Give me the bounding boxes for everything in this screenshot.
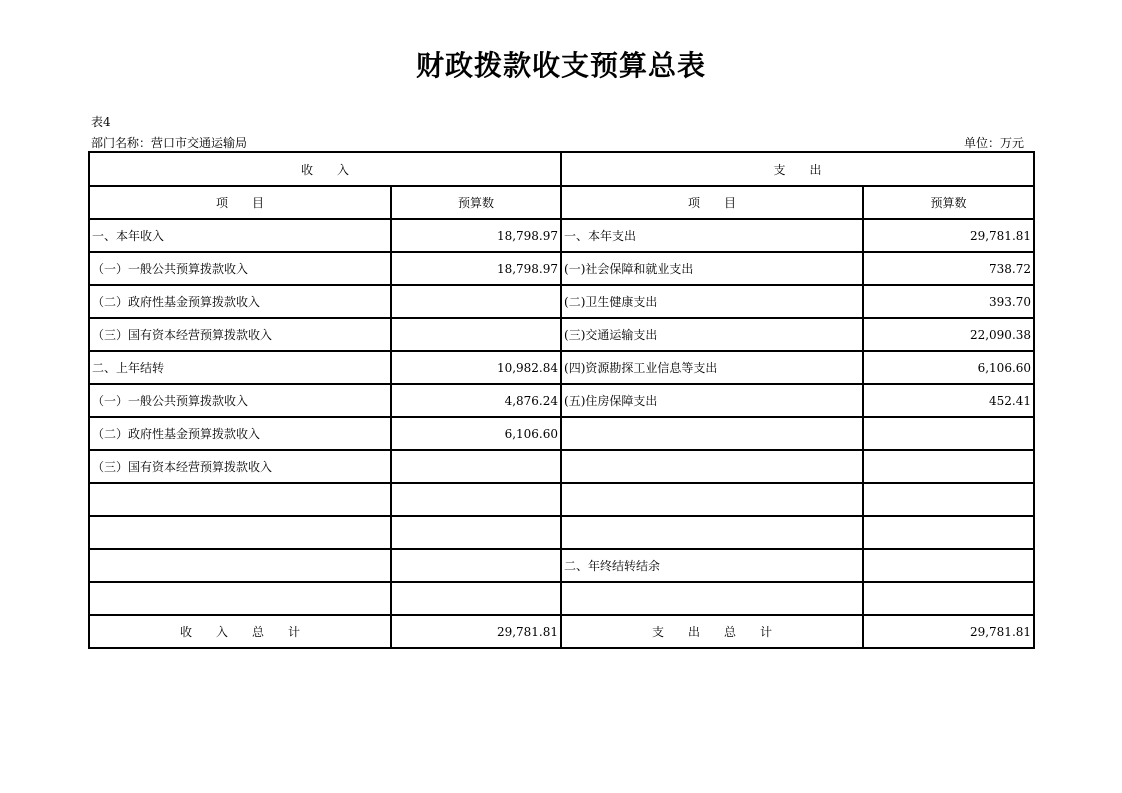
expense-amount-cell: 393.70 (863, 285, 1034, 318)
total-row (89, 615, 1034, 648)
expense-item-cell (561, 417, 863, 450)
income-item-cell: （一）一般公共预算拨款收入 (89, 384, 391, 417)
page-title: 财政拨款收支预算总表 (415, 49, 706, 82)
expense-amount-cell (863, 483, 1034, 516)
income-total-label: 收 入 总 计 (89, 615, 391, 648)
income-amount-cell (391, 582, 561, 615)
expense-item-cell: (四)资源勘探工业信息等支出 (561, 351, 863, 384)
income-item-cell (89, 483, 391, 516)
unit-label: 单位：万元 (964, 136, 1025, 150)
expense-item-cell (561, 516, 863, 549)
income-item-cell: （二）政府性基金预算拨款收入 (89, 417, 391, 450)
column-header-row (89, 186, 1034, 219)
expense-amount-cell (863, 549, 1034, 582)
income-item-cell (89, 516, 391, 549)
income-item-cell: 二、上年结转 (89, 351, 391, 384)
income-item-cell (89, 549, 391, 582)
income-item-header: 项 目 (89, 186, 391, 219)
expense-amount-cell (863, 516, 1034, 549)
income-amount-cell: 4,876.24 (391, 384, 561, 417)
expense-amount-cell (863, 450, 1034, 483)
income-amount-cell: 6,106.60 (391, 417, 561, 450)
income-amount-cell: 10,982.84 (391, 351, 561, 384)
income-amount-header: 预算数 (391, 186, 561, 219)
table-row (89, 417, 1034, 450)
expense-amount-cell: 6,106.60 (863, 351, 1034, 384)
income-amount-cell: 18,798.97 (391, 219, 561, 252)
expense-item-header: 项 目 (561, 186, 863, 219)
expense-total-label: 支 出 总 计 (561, 615, 863, 648)
income-amount-cell: 18,798.97 (391, 252, 561, 285)
expense-amount-header: 预算数 (863, 186, 1034, 219)
income-amount-cell (391, 516, 561, 549)
expense-amount-cell: 738.72 (863, 252, 1034, 285)
income-amount-cell (391, 285, 561, 318)
income-item-cell: （三）国有资本经营预算拨款收入 (89, 450, 391, 483)
table-row (89, 582, 1034, 615)
table-row (89, 450, 1034, 483)
expense-item-cell: (三)交通运输支出 (561, 318, 863, 351)
expense-item-cell: (一)社会保障和就业支出 (561, 252, 863, 285)
income-section-header: 收 入 (89, 152, 561, 186)
income-item-cell: （一）一般公共预算拨款收入 (89, 252, 391, 285)
expense-item-cell: 二、年终结转结余 (561, 549, 863, 582)
expense-amount-cell (863, 582, 1034, 615)
income-item-cell: （二）政府性基金预算拨款收入 (89, 285, 391, 318)
expense-item-cell: 一、本年支出 (561, 219, 863, 252)
table-row (89, 285, 1034, 318)
expense-item-cell: (五)住房保障支出 (561, 384, 863, 417)
budget-table (88, 151, 1035, 649)
income-amount-cell (391, 483, 561, 516)
income-item-cell: 一、本年收入 (89, 219, 391, 252)
expense-item-cell (561, 483, 863, 516)
table-row (89, 384, 1034, 417)
table-row (89, 219, 1034, 252)
expense-section-header: 支 出 (561, 152, 1034, 186)
table-row (89, 516, 1034, 549)
expense-amount-cell: 29,781.81 (863, 219, 1034, 252)
expense-amount-cell: 452.41 (863, 384, 1034, 417)
section-header-row (89, 152, 1034, 186)
expense-item-cell (561, 450, 863, 483)
table-row (89, 318, 1034, 351)
table-row (89, 351, 1034, 384)
department-name: 部门名称：营口市交通运输局 (91, 136, 248, 150)
income-total-value: 29,781.81 (391, 615, 561, 648)
expense-amount-cell (863, 417, 1034, 450)
table-row (89, 549, 1034, 582)
income-amount-cell (391, 450, 561, 483)
expense-amount-cell: 22,090.38 (863, 318, 1034, 351)
table-row (89, 252, 1034, 285)
table-number: 表4 (91, 115, 111, 129)
expense-item-cell (561, 582, 863, 615)
income-item-cell (89, 582, 391, 615)
expense-total-value: 29,781.81 (863, 615, 1034, 648)
expense-item-cell: (二)卫生健康支出 (561, 285, 863, 318)
income-amount-cell (391, 549, 561, 582)
income-item-cell: （三）国有资本经营预算拨款收入 (89, 318, 391, 351)
table-row (89, 483, 1034, 516)
income-amount-cell (391, 318, 561, 351)
